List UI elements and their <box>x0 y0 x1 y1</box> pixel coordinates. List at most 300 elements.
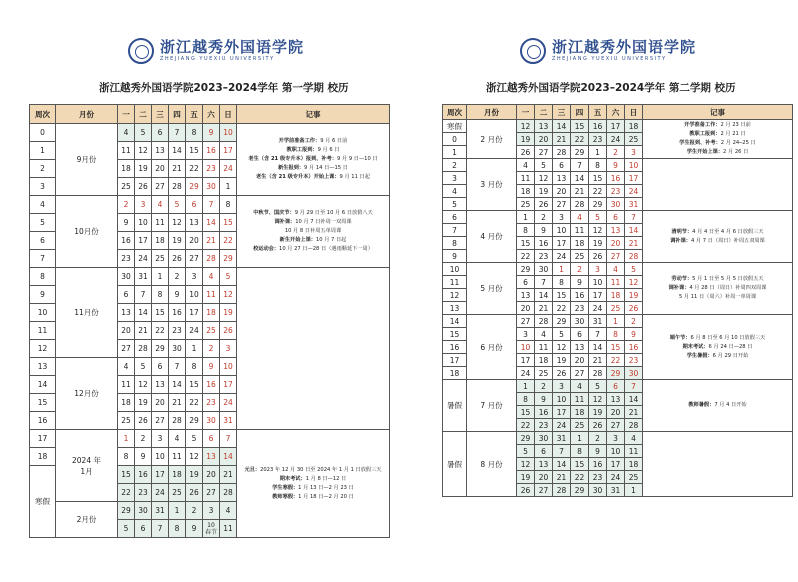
note-label: 学生暑假： <box>686 352 713 359</box>
note-label: 端午节： <box>669 334 691 341</box>
note-label: 劳动节： <box>671 276 693 282</box>
day-cell: 21 <box>625 237 643 250</box>
week-number: 4 <box>443 185 467 198</box>
day-cell: 21 <box>203 232 220 250</box>
column-header: 三 <box>553 105 571 120</box>
note-line <box>237 173 389 182</box>
month-label: 7 月份 <box>467 380 517 432</box>
day-cell: 7 <box>535 276 553 289</box>
week-number: 15 <box>30 394 56 412</box>
day-cell: 18 <box>625 120 643 133</box>
day-cell: 7 <box>553 445 571 458</box>
day-cell: 20 <box>607 406 625 419</box>
note-label: 开学前准备工作： <box>278 138 321 144</box>
note-text: 2 月 26 日 <box>723 149 749 155</box>
day-cell: 8 <box>571 445 589 458</box>
day-cell: 6 <box>135 520 152 538</box>
note-line <box>643 275 792 284</box>
day-cell: 27 <box>607 250 625 263</box>
note-line <box>643 237 792 246</box>
note-line <box>643 121 792 130</box>
day-cell: 25 <box>571 250 589 263</box>
day-cell: 25 <box>118 412 135 430</box>
note-line <box>643 401 792 410</box>
day-cell: 3 <box>589 263 607 276</box>
day-cell: 18 <box>169 466 186 484</box>
day-cell: 27 <box>535 146 553 159</box>
week-number: 17 <box>30 430 56 448</box>
day-cell: 1 <box>589 146 607 159</box>
note-line <box>643 228 792 237</box>
week-number: 3 <box>443 172 467 185</box>
day-cell: 4 <box>625 432 643 445</box>
day-cell: 23 <box>135 484 152 502</box>
day-cell: 30 <box>625 367 643 380</box>
note-line <box>643 352 792 361</box>
day-cell: 12 <box>135 142 152 160</box>
logo-english-name: ZHEJIANG YUEXIU UNIVERSITY <box>552 56 667 62</box>
day-cell: 27 <box>118 340 135 358</box>
day-cell: 19 <box>220 304 237 322</box>
day-cell: 3 <box>517 328 535 341</box>
week-number: 13 <box>443 302 467 315</box>
day-cell: 11 <box>625 445 643 458</box>
day-cell: 9 <box>607 159 625 172</box>
day-cell: 17 <box>553 237 571 250</box>
day-cell: 19 <box>135 394 152 412</box>
day-cell: 11 <box>517 172 535 185</box>
day-cell: 4 <box>517 159 535 172</box>
day-cell: 13 <box>152 376 169 394</box>
note-text: 7 月 4 日开始 <box>714 402 747 408</box>
day-cell: 5 <box>118 520 135 538</box>
day-cell: 12 <box>517 120 535 133</box>
day-cell: 5 <box>535 159 553 172</box>
university-seal-icon <box>520 38 546 64</box>
day-cell: 9 <box>571 276 589 289</box>
note-label: 教职工报到： <box>286 147 318 153</box>
day-cell: 23 <box>571 302 589 315</box>
day-cell: 8 <box>517 393 535 406</box>
day-cell: 25 <box>535 367 553 380</box>
day-cell: 24 <box>220 160 237 178</box>
day-cell: 16 <box>589 120 607 133</box>
day-cell: 31 <box>553 432 571 445</box>
calendar-row <box>30 196 390 214</box>
day-cell: 17 <box>186 304 203 322</box>
day-cell: 14 <box>169 142 186 160</box>
day-cell: 1 <box>186 340 203 358</box>
column-header: 周次 <box>30 105 56 124</box>
note-text: 1 月 8 日—12 日 <box>305 475 347 482</box>
note-text: 2 月 24─25 日 <box>720 140 756 146</box>
week-number: 6 <box>443 211 467 224</box>
note-line <box>237 245 389 254</box>
day-cell: 4 <box>571 380 589 393</box>
day-cell: 27 <box>203 484 220 502</box>
notes-cell <box>237 196 390 268</box>
day-cell: 30 <box>169 340 186 358</box>
day-cell: 9 <box>589 445 607 458</box>
note-line <box>237 493 389 502</box>
note-line <box>237 236 389 245</box>
column-header: 二 <box>135 105 152 124</box>
note-label: 中秋节、国庆节： <box>253 210 295 216</box>
day-cell: 6 <box>152 124 169 142</box>
note-label: 清明节： <box>671 228 693 235</box>
day-cell: 31 <box>152 502 169 520</box>
day-cell: 16 <box>535 237 553 250</box>
week-number: 9 <box>30 286 56 304</box>
day-cell: 4 <box>203 268 220 286</box>
day-cell: 27 <box>607 419 625 432</box>
day-cell: 19 <box>589 406 607 419</box>
day-cell: 2 <box>186 502 203 520</box>
day-cell: 12 <box>220 286 237 304</box>
day-cell: 2 <box>535 211 553 224</box>
column-header: 记事 <box>237 105 390 124</box>
note-label: 教师寒假： <box>272 493 299 500</box>
logo-english-name: ZHEJIANG YUEXIU UNIVERSITY <box>160 56 275 62</box>
day-cell: 24 <box>553 250 571 263</box>
day-cell: 4 <box>220 502 237 520</box>
day-cell: 10 <box>607 445 625 458</box>
day-cell: 16 <box>118 232 135 250</box>
column-header: 六 <box>607 105 625 120</box>
day-cell: 23 <box>203 160 220 178</box>
day-cell: 3 <box>152 430 169 448</box>
day-cell: 1 <box>607 315 625 328</box>
day-cell: 21 <box>135 322 152 340</box>
day-cell: 1 <box>169 502 186 520</box>
week-number: 5 <box>443 198 467 211</box>
day-cell: 16 <box>135 466 152 484</box>
day-cell: 31 <box>135 268 152 286</box>
day-cell: 5 <box>135 124 152 142</box>
day-cell: 21 <box>553 133 571 146</box>
day-cell: 12 <box>186 448 203 466</box>
column-header: 三 <box>152 105 169 124</box>
day-cell: 12 <box>169 214 186 232</box>
day-cell: 4 <box>169 430 186 448</box>
day-cell: 14 <box>169 376 186 394</box>
day-cell: 12 <box>589 224 607 237</box>
month-label: 8 月份 <box>467 432 517 497</box>
notes-cell <box>643 315 793 380</box>
day-cell: 14 <box>571 172 589 185</box>
day-cell: 25 <box>152 250 169 268</box>
day-cell: 24 <box>553 419 571 432</box>
week-number: 寒假 <box>30 466 56 538</box>
week-number: 13 <box>30 358 56 376</box>
day-cell: 10 <box>589 276 607 289</box>
day-cell: 26 <box>220 322 237 340</box>
header-row <box>443 105 793 120</box>
day-cell: 19 <box>625 289 643 302</box>
day-cell: 2 <box>625 315 643 328</box>
day-cell: 30 <box>118 268 135 286</box>
day-cell: 8 <box>607 328 625 341</box>
day-cell: 16 <box>169 304 186 322</box>
day-cell: 29 <box>517 263 535 276</box>
day-cell: 19 <box>535 185 553 198</box>
day-cell: 25 <box>625 133 643 146</box>
day-cell: 8 <box>553 276 571 289</box>
note-label: 老生（含 21 级专升本）开始上课： <box>256 174 340 180</box>
note-text: 2023 年 12 月 30 日至 2024 年 1 月 1 日放假三天 <box>260 466 382 473</box>
week-number: 4 <box>30 196 56 214</box>
month-label: 2024 年 1月 <box>56 430 118 502</box>
day-cell: 21 <box>169 160 186 178</box>
week-number: 18 <box>30 448 56 466</box>
day-cell: 27 <box>571 367 589 380</box>
day-cell: 13 <box>535 120 553 133</box>
week-number: 14 <box>443 315 467 328</box>
day-cell: 11 <box>118 142 135 160</box>
week-number: 3 <box>30 178 56 196</box>
day-cell: 5 <box>553 328 571 341</box>
day-cell: 13 <box>535 458 553 471</box>
notes-cell <box>643 211 793 263</box>
day-cell: 17 <box>607 458 625 471</box>
week-number: 12 <box>30 340 56 358</box>
day-cell: 22 <box>186 160 203 178</box>
note-line <box>237 137 389 146</box>
day-cell: 13 <box>607 224 625 237</box>
day-cell: 5 <box>517 445 535 458</box>
note-label: 学生开始上课： <box>686 149 724 155</box>
day-cell: 6 <box>118 286 135 304</box>
day-cell: 25 <box>625 471 643 484</box>
note-text: 9 月 11 日起 <box>339 174 370 180</box>
note-text: 2 月 21 日 <box>720 131 746 137</box>
day-cell: 28 <box>220 484 237 502</box>
note-text: 9 月 9 日—10 日 <box>337 156 378 162</box>
day-cell: 13 <box>118 304 135 322</box>
day-cell: 28 <box>553 146 571 159</box>
day-cell: 15 <box>118 466 135 484</box>
month-label: 6 月份 <box>467 315 517 380</box>
day-cell: 1 <box>517 211 535 224</box>
notes-cell <box>643 263 793 315</box>
note-label: 校运动会： <box>253 246 280 252</box>
day-cell: 10 <box>220 358 237 376</box>
week-number: 暑假 <box>443 432 467 497</box>
day-cell: 6 <box>517 276 535 289</box>
day-cell: 6 <box>571 328 589 341</box>
day-cell: 15 <box>186 142 203 160</box>
day-cell: 18 <box>625 458 643 471</box>
day-cell: 15 <box>517 237 535 250</box>
day-cell: 4 <box>571 211 589 224</box>
note-text: 4 月 4 日至 4 月 6 日放假三天 <box>692 228 764 235</box>
day-cell: 8 <box>152 286 169 304</box>
column-header: 五 <box>186 105 203 124</box>
day-cell: 11 <box>203 286 220 304</box>
day-cell: 11 <box>571 393 589 406</box>
day-cell: 4 <box>118 358 135 376</box>
column-header: 四 <box>169 105 186 124</box>
day-cell: 13 <box>186 214 203 232</box>
notes-cell <box>237 268 390 430</box>
logo-chinese-name: 浙江越秀外国语学院 <box>160 38 305 56</box>
day-cell: 19 <box>589 237 607 250</box>
day-cell: 26 <box>517 146 535 159</box>
university-logo <box>520 38 696 64</box>
day-cell: 28 <box>589 367 607 380</box>
week-number: 8 <box>30 268 56 286</box>
day-cell: 4 <box>118 124 135 142</box>
day-cell: 14 <box>135 304 152 322</box>
day-cell: 15 <box>571 120 589 133</box>
day-cell: 25 <box>118 178 135 196</box>
day-cell: 23 <box>589 133 607 146</box>
day-cell: 28 <box>135 340 152 358</box>
week-number: 10 <box>30 304 56 322</box>
note-label: 老生（含 21 级专升本）报到、补考： <box>248 156 338 162</box>
day-cell: 25 <box>571 419 589 432</box>
week-number: 7 <box>443 224 467 237</box>
note-line <box>643 130 792 139</box>
day-cell: 27 <box>186 250 203 268</box>
day-cell: 20 <box>152 160 169 178</box>
day-cell: 17 <box>589 289 607 302</box>
week-number: 11 <box>30 322 56 340</box>
day-cell: 13 <box>517 289 535 302</box>
note-label: 新生报到： <box>278 165 305 171</box>
day-cell: 26 <box>589 250 607 263</box>
day-cell: 6 <box>553 159 571 172</box>
day-cell: 27 <box>152 178 169 196</box>
day-cell: 10 <box>135 214 152 232</box>
column-header: 四 <box>571 105 589 120</box>
day-cell: 16 <box>625 341 643 354</box>
day-cell: 29 <box>186 178 203 196</box>
column-header: 日 <box>220 105 237 124</box>
note-line <box>643 334 792 343</box>
day-cell: 19 <box>135 160 152 178</box>
day-cell: 2 <box>589 432 607 445</box>
day-cell: 1 <box>220 178 237 196</box>
month-label: 3 月份 <box>467 159 517 211</box>
semester-1-calendar-table <box>29 104 390 538</box>
day-cell: 20 <box>203 466 220 484</box>
notes-cell <box>643 159 793 211</box>
day-cell: 30 <box>135 502 152 520</box>
day-cell: 5 <box>135 358 152 376</box>
week-number: 7 <box>30 250 56 268</box>
week-number: 10 <box>443 263 467 276</box>
note-text: 1 月 18 日—2 月 20 日 <box>298 493 354 500</box>
day-cell: 27 <box>553 198 571 211</box>
day-cell: 13 <box>553 172 571 185</box>
column-header: 一 <box>517 105 535 120</box>
logo-chinese-name: 浙江越秀外国语学院 <box>552 38 697 56</box>
day-cell: 18 <box>152 232 169 250</box>
day-cell: 20 <box>118 322 135 340</box>
day-cell: 16 <box>203 142 220 160</box>
day-cell: 6 <box>186 196 203 214</box>
day-cell: 5 <box>589 211 607 224</box>
calendar-row <box>30 124 390 142</box>
university-seal-icon <box>128 38 154 64</box>
note-text: 6 月 24 日—28 日 <box>708 343 753 350</box>
day-cell: 17 <box>517 354 535 367</box>
note-label: 学生报到、补考： <box>679 140 721 146</box>
week-number: 16 <box>30 412 56 430</box>
note-label: 学生寒假： <box>272 484 299 491</box>
day-cell: 26 <box>589 419 607 432</box>
note-line <box>237 209 389 218</box>
month-label: 12月份 <box>56 358 118 430</box>
calendar-row <box>443 211 793 224</box>
day-cell: 25 <box>607 302 625 315</box>
note-line <box>237 475 389 484</box>
note-text: 6 月 29 日开始 <box>712 352 749 359</box>
day-cell: 9 <box>135 448 152 466</box>
day-cell: 15 <box>152 304 169 322</box>
day-cell: 6 <box>607 380 625 393</box>
day-cell: 21 <box>169 394 186 412</box>
day-cell: 4 <box>152 196 169 214</box>
column-header: 记事 <box>643 105 793 120</box>
day-cell: 1 <box>553 263 571 276</box>
week-number: 0 <box>30 124 56 142</box>
day-cell: 11 <box>118 376 135 394</box>
month-label: 11月份 <box>56 268 118 358</box>
calendar-row <box>443 263 793 276</box>
day-cell: 3 <box>203 502 220 520</box>
day-cell: 3 <box>625 146 643 159</box>
day-cell: 21 <box>535 302 553 315</box>
day-cell: 17 <box>220 142 237 160</box>
column-header: 周次 <box>443 105 467 120</box>
note-label: 新生开始上课： <box>279 237 316 243</box>
day-cell: 2 <box>169 268 186 286</box>
day-cell: 17 <box>625 172 643 185</box>
day-cell: 7 <box>135 286 152 304</box>
day-cell: 26 <box>186 484 203 502</box>
day-cell: 18 <box>571 406 589 419</box>
day-cell: 29 <box>607 367 625 380</box>
day-cell: 12 <box>625 276 643 289</box>
semester-1-title: 浙江越秀外国语学院2023–2024学年 第一学期 校历 <box>99 82 349 94</box>
day-cell: 18 <box>203 304 220 322</box>
day-cell: 20 <box>607 237 625 250</box>
month-label: 2月份 <box>56 502 118 538</box>
day-cell: 26 <box>135 412 152 430</box>
day-cell: 28 <box>625 250 643 263</box>
day-cell: 29 <box>220 250 237 268</box>
note-line <box>237 164 389 173</box>
day-cell: 13 <box>571 341 589 354</box>
day-cell: 18 <box>535 354 553 367</box>
note-text: 10 月 7 日起 <box>315 237 347 243</box>
week-number: 18 <box>443 367 467 380</box>
calendar-row <box>30 268 390 286</box>
month-label: 10月份 <box>56 196 118 268</box>
week-number: 0 <box>443 133 467 146</box>
note-label: 期末考试： <box>279 475 306 482</box>
day-cell: 2 <box>118 196 135 214</box>
day-cell: 24 <box>220 394 237 412</box>
day-cell: 26 <box>535 198 553 211</box>
week-number: 8 <box>443 237 467 250</box>
day-cell: 19 <box>517 133 535 146</box>
day-cell: 19 <box>186 466 203 484</box>
day-cell: 20 <box>517 302 535 315</box>
day-cell: 10 <box>152 448 169 466</box>
